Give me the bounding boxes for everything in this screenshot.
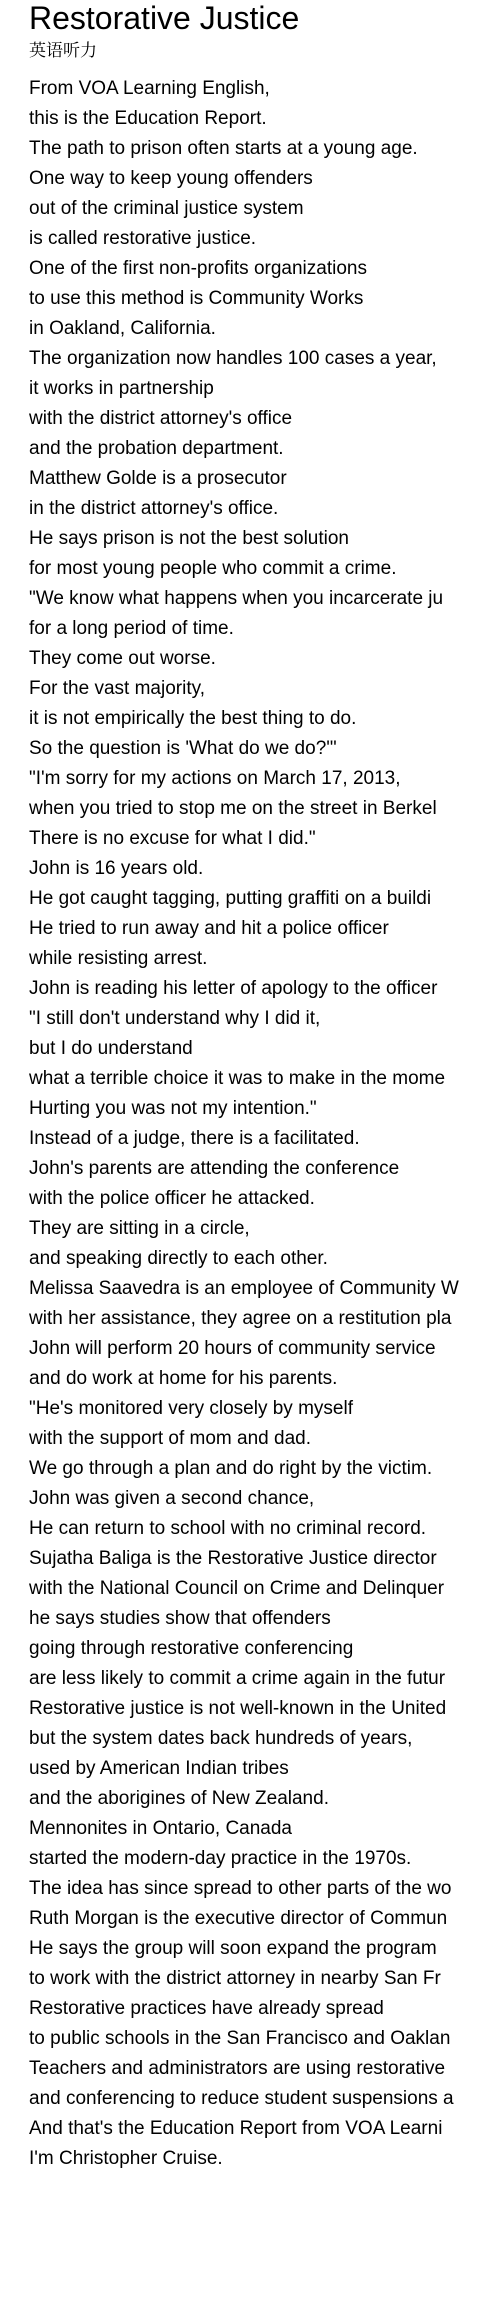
lyric-line: So the question is 'What do we do?'": [29, 738, 337, 759]
lyric-line: it works in partnership: [29, 378, 214, 399]
lyric-line: The idea has since spread to other parts of the wo: [29, 1878, 452, 1899]
lyric-line: Instead of a judge, there is a facilitated.: [29, 1128, 360, 1149]
lyric-line: I'm Christopher Cruise.: [29, 2148, 223, 2169]
lyric-line: what a terrible choice it was to make in the mome: [29, 1068, 446, 1089]
lyric-line: and conferencing to reduce student suspensions a: [29, 2088, 454, 2109]
lyric-line: for most young people who commit a crime.: [29, 558, 397, 579]
lyric-line: with her assistance, they agree on a restitution pla: [29, 1308, 452, 1329]
lyric-line: with the district attorney's office: [29, 408, 293, 429]
lyric-line: started the modern-day practice in the 1970s.: [29, 1848, 412, 1869]
lyric-line: He says prison is not the best solution: [29, 528, 350, 549]
lyrics-page: [29, 0, 500, 2174]
lyric-line: Restorative justice is not well-known in the United: [29, 1698, 447, 1719]
lyric-line: when you tried to stop me on the street in Berkel: [29, 798, 437, 819]
lyrics-text: [29, 74, 500, 2174]
lyric-line: John is reading his letter of apology to the officer: [29, 978, 438, 999]
lyric-line: We go through a plan and do right by the victim.: [29, 1458, 433, 1479]
lyric-line: and the aborigines of New Zealand.: [29, 1788, 329, 1809]
lyric-line: it is not empirically the best thing to do.: [29, 708, 357, 729]
lyric-line: The path to prison often starts at a young age.: [29, 138, 418, 159]
lyric-line: with the police officer he attacked.: [29, 1188, 315, 1209]
lyric-line: Melissa Saavedra is an employee of Community W: [29, 1278, 459, 1299]
lyric-line: One way to keep young offenders: [29, 168, 313, 189]
lyric-line: "I still don't understand why I did it,: [29, 1008, 321, 1029]
lyric-line: "He's monitored very closely by myself: [29, 1398, 353, 1419]
lyric-line: The organization now handles 100 cases a year,: [29, 348, 437, 369]
lyric-line: John was given a second chance,: [29, 1488, 315, 1509]
lyric-line: out of the criminal justice system: [29, 198, 304, 219]
lyric-line: and speaking directly to each other.: [29, 1248, 328, 1269]
lyric-line: Ruth Morgan is the executive director of Commun: [29, 1908, 448, 1929]
lyric-line: going through restorative conferencing: [29, 1638, 354, 1659]
lyric-line: From VOA Learning English,: [29, 78, 270, 99]
lyric-line: He says the group will soon expand the program: [29, 1938, 437, 1959]
lyric-line: this is the Education Report.: [29, 108, 267, 129]
lyric-line: with the National Council on Crime and Delinquer: [29, 1578, 445, 1599]
lyric-line: but the system dates back hundreds of years,: [29, 1728, 413, 1749]
lyric-line: For the vast majority,: [29, 678, 205, 699]
lyric-line: And that's the Education Report from VOA Learni: [29, 2118, 443, 2139]
page-title: Restorative Justice: [29, 0, 300, 36]
lyric-line: Matthew Golde is a prosecutor: [29, 468, 287, 489]
lyric-line: he says studies show that offenders: [29, 1608, 331, 1629]
lyric-line: in Oakland, California.: [29, 318, 216, 339]
lyric-line: He can return to school with no criminal record.: [29, 1518, 427, 1539]
lyric-line: to public schools in the San Francisco and Oaklan: [29, 2028, 451, 2049]
lyric-line: to work with the district attorney in nearby San Fr: [29, 1968, 441, 1989]
lyric-line: John will perform 20 hours of community service: [29, 1338, 436, 1359]
lyric-line: while resisting arrest.: [29, 948, 208, 969]
lyric-line: with the support of mom and dad.: [29, 1428, 311, 1449]
lyric-line: "We know what happens when you incarcerate ju: [29, 588, 444, 609]
lyric-line: but I do understand: [29, 1038, 193, 1059]
lyric-line: Restorative practices have already spread: [29, 1998, 384, 2019]
lyric-line: Sujatha Baliga is the Restorative Justice director: [29, 1548, 437, 1569]
lyric-line: They are sitting in a circle,: [29, 1218, 250, 1239]
lyric-line: John's parents are attending the conference: [29, 1158, 400, 1179]
lyric-line: in the district attorney's office.: [29, 498, 279, 519]
lyric-line: are less likely to commit a crime again in the futur: [29, 1668, 446, 1689]
lyric-line: to use this method is Community Works: [29, 288, 364, 309]
lyric-line: Hurting you was not my intention.": [29, 1098, 317, 1119]
lyric-line: is called restorative justice.: [29, 228, 257, 249]
lyric-line: There is no excuse for what I did.": [29, 828, 316, 849]
lyric-line: One of the first non-profits organizations: [29, 258, 367, 279]
lyric-line: Teachers and administrators are using restorative: [29, 2058, 446, 2079]
lyric-line: John is 16 years old.: [29, 858, 204, 879]
lyric-line: and do work at home for his parents.: [29, 1368, 338, 1389]
lyric-line: He got caught tagging, putting graffiti on a buildi: [29, 888, 432, 909]
lyric-line: He tried to run away and hit a police officer: [29, 918, 389, 939]
lyric-line: and the probation department.: [29, 438, 284, 459]
page-subtitle: 英语听力: [29, 41, 97, 60]
lyric-line: Mennonites in Ontario, Canada: [29, 1818, 292, 1839]
lyric-line: "I'm sorry for my actions on March 17, 2013,: [29, 768, 401, 789]
lyric-line: They come out worse.: [29, 648, 216, 669]
lyric-line: for a long period of time.: [29, 618, 234, 639]
lyric-line: used by American Indian tribes: [29, 1758, 289, 1779]
